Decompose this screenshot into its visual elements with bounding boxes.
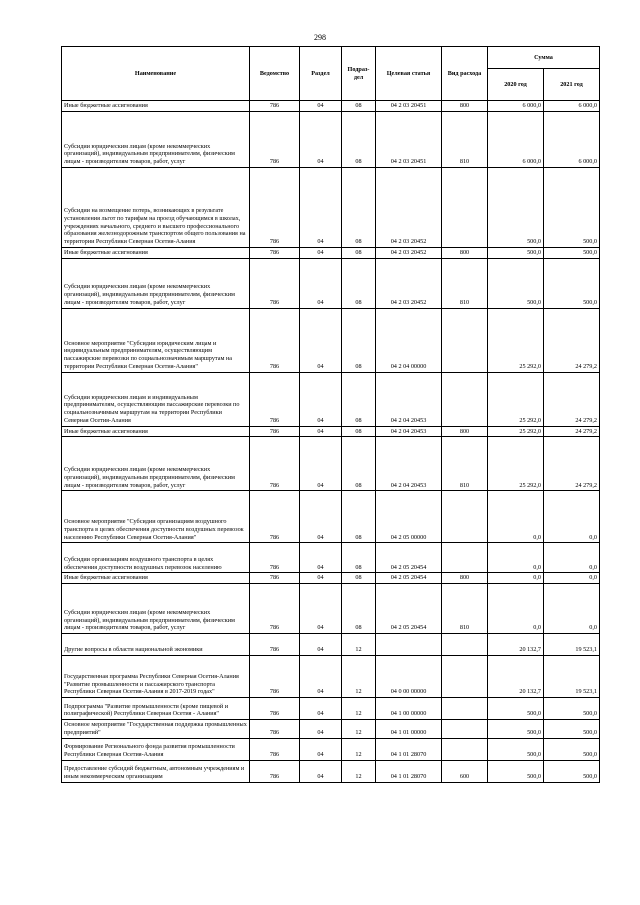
row-2021: 0,0 [544, 543, 600, 573]
row-subsection: 08 [342, 247, 376, 258]
row-2020: 20 132,7 [488, 634, 544, 656]
row-subsection: 12 [342, 656, 376, 698]
table-row [62, 738, 600, 760]
row-section: 04 [300, 573, 342, 584]
row-section: 04 [300, 167, 342, 247]
row-exptype [442, 167, 488, 247]
row-name: Субсидии юридическим лицам (кроме некоммерческих организаций), индивидуальным предпринимателям, физическим лицам - производителям товаров, работ, услуг [62, 584, 250, 634]
header-exptype: Вид расхода [442, 47, 488, 101]
row-section: 04 [300, 426, 342, 437]
row-2021: 24 279,2 [544, 437, 600, 491]
row-dept: 786 [250, 167, 300, 247]
row-name: Предоставление субсидий бюджетным, автономным учреждениям и иным некоммерческим организациям [62, 760, 250, 782]
row-name: Иные бюджетные ассигнования [62, 573, 250, 584]
row-dept: 786 [250, 760, 300, 782]
row-section: 04 [300, 698, 342, 720]
row-exptype [442, 698, 488, 720]
row-section: 04 [300, 372, 342, 426]
row-exptype: 810 [442, 111, 488, 167]
row-2020: 25 292,0 [488, 372, 544, 426]
row-subsection: 08 [342, 258, 376, 308]
row-2021: 500,0 [544, 738, 600, 760]
table-row [62, 372, 600, 426]
row-name: Субсидии организациям воздушного транспорта в целях обеспечения доступности воздушных перевозок населению [62, 543, 250, 573]
row-exptype: 600 [442, 760, 488, 782]
row-section: 04 [300, 258, 342, 308]
row-name: Другие вопросы в области национальной экономики [62, 634, 250, 656]
row-subsection: 08 [342, 101, 376, 112]
row-section: 04 [300, 101, 342, 112]
row-exptype [442, 308, 488, 372]
row-2021: 24 279,2 [544, 308, 600, 372]
row-2020: 500,0 [488, 247, 544, 258]
row-target: 04 2 04 20453 [376, 437, 442, 491]
row-2020: 0,0 [488, 584, 544, 634]
row-section: 04 [300, 738, 342, 760]
row-subsection: 08 [342, 372, 376, 426]
row-exptype [442, 491, 488, 543]
row-name: Субсидии юридическим лицам (кроме некоммерческих организаций), индивидуальным предпринимателям, физическим лицам - производителям товаров, работ, услуг [62, 111, 250, 167]
row-2021: 6 000,0 [544, 101, 600, 112]
row-target: 04 1 01 28070 [376, 738, 442, 760]
table-row [62, 101, 600, 112]
row-2021: 19 523,1 [544, 656, 600, 698]
row-target: 04 2 04 20453 [376, 426, 442, 437]
row-dept: 786 [250, 584, 300, 634]
row-section: 04 [300, 308, 342, 372]
row-2020: 0,0 [488, 573, 544, 584]
table-row [62, 760, 600, 782]
row-dept: 786 [250, 720, 300, 739]
row-subsection: 08 [342, 167, 376, 247]
row-subsection: 08 [342, 111, 376, 167]
row-exptype: 810 [442, 258, 488, 308]
row-subsection: 12 [342, 634, 376, 656]
row-2021: 500,0 [544, 720, 600, 739]
row-2020: 6 000,0 [488, 101, 544, 112]
row-dept: 786 [250, 698, 300, 720]
row-2020: 0,0 [488, 543, 544, 573]
row-target: 04 2 03 20451 [376, 111, 442, 167]
row-section: 04 [300, 111, 342, 167]
row-2020: 6 000,0 [488, 111, 544, 167]
row-name: Формирование Регионального фонда развития промышленности Республики Северная Осетия-Алания [62, 738, 250, 760]
row-target: 04 2 05 20454 [376, 584, 442, 634]
table-row [62, 573, 600, 584]
row-2021: 24 279,2 [544, 372, 600, 426]
row-2021: 500,0 [544, 167, 600, 247]
header-target: Целевая статья [376, 47, 442, 101]
row-exptype: 800 [442, 247, 488, 258]
row-target: 04 2 04 20453 [376, 372, 442, 426]
row-exptype [442, 634, 488, 656]
row-dept: 786 [250, 101, 300, 112]
row-exptype: 800 [442, 101, 488, 112]
table-row [62, 426, 600, 437]
row-name: Основное мероприятие "Субсидии организациям воздушного транспорта в целях обеспечения доступности воздушных перевозок населению Республики Северная Осетия-Алания" [62, 491, 250, 543]
row-subsection: 12 [342, 720, 376, 739]
header-subsection: Подраз-дел [342, 47, 376, 101]
row-section: 04 [300, 543, 342, 573]
row-exptype: 810 [442, 584, 488, 634]
row-section: 04 [300, 760, 342, 782]
row-dept: 786 [250, 543, 300, 573]
row-2020: 500,0 [488, 738, 544, 760]
row-dept: 786 [250, 247, 300, 258]
row-section: 04 [300, 584, 342, 634]
row-subsection: 08 [342, 491, 376, 543]
row-2020: 500,0 [488, 167, 544, 247]
row-name: Подпрограмма "Развитие промышленности (кроме пищевой и полиграфической) Республики Северная Осетия - Алания" [62, 698, 250, 720]
header-2021: 2021 год [544, 69, 600, 101]
row-exptype [442, 543, 488, 573]
row-exptype [442, 738, 488, 760]
row-subsection: 08 [342, 437, 376, 491]
row-name: Иные бюджетные ассигнования [62, 101, 250, 112]
row-target: 04 1 00 00000 [376, 698, 442, 720]
row-2020: 500,0 [488, 760, 544, 782]
row-2021: 500,0 [544, 760, 600, 782]
header-sum: Сумма [488, 47, 600, 69]
row-target: 04 2 04 00000 [376, 308, 442, 372]
row-2020: 500,0 [488, 258, 544, 308]
row-2021: 500,0 [544, 247, 600, 258]
row-target: 04 0 00 00000 [376, 656, 442, 698]
row-exptype: 810 [442, 437, 488, 491]
budget-table [61, 46, 600, 783]
row-dept: 786 [250, 738, 300, 760]
header-section: Раздел [300, 47, 342, 101]
row-section: 04 [300, 720, 342, 739]
row-dept: 786 [250, 111, 300, 167]
row-2021: 0,0 [544, 491, 600, 543]
row-2020: 25 292,0 [488, 437, 544, 491]
row-name: Основное мероприятие "Государственная поддержка промышленных предприятий" [62, 720, 250, 739]
table-row [62, 634, 600, 656]
row-name: Иные бюджетные ассигнования [62, 426, 250, 437]
row-2021: 500,0 [544, 258, 600, 308]
row-2021: 24 279,2 [544, 426, 600, 437]
row-target: 04 2 05 20454 [376, 543, 442, 573]
row-section: 04 [300, 247, 342, 258]
row-name: Иные бюджетные ассигнования [62, 247, 250, 258]
row-subsection: 08 [342, 543, 376, 573]
row-target: 04 2 03 20451 [376, 101, 442, 112]
row-dept: 786 [250, 573, 300, 584]
table-row [62, 437, 600, 491]
row-section: 04 [300, 634, 342, 656]
table-body [62, 101, 600, 783]
row-dept: 786 [250, 426, 300, 437]
row-target: 04 2 03 20452 [376, 258, 442, 308]
row-2020: 20 132,7 [488, 656, 544, 698]
row-2020: 0,0 [488, 491, 544, 543]
table-row [62, 698, 600, 720]
row-subsection: 08 [342, 308, 376, 372]
row-dept: 786 [250, 656, 300, 698]
row-dept: 786 [250, 491, 300, 543]
table-row [62, 543, 600, 573]
row-subsection: 08 [342, 573, 376, 584]
row-2020: 25 292,0 [488, 308, 544, 372]
row-2020: 500,0 [488, 720, 544, 739]
page-number: 298 [314, 33, 326, 42]
row-target [376, 634, 442, 656]
row-2021: 0,0 [544, 573, 600, 584]
row-exptype [442, 656, 488, 698]
row-dept: 786 [250, 634, 300, 656]
row-2020: 500,0 [488, 698, 544, 720]
table-row [62, 167, 600, 247]
row-subsection: 12 [342, 738, 376, 760]
row-section: 04 [300, 437, 342, 491]
table-row [62, 258, 600, 308]
row-dept: 786 [250, 437, 300, 491]
row-exptype: 800 [442, 573, 488, 584]
table-row [62, 308, 600, 372]
row-target: 04 1 01 00000 [376, 720, 442, 739]
row-exptype [442, 372, 488, 426]
table-row [62, 247, 600, 258]
table-row [62, 111, 600, 167]
row-target: 04 2 03 20452 [376, 247, 442, 258]
row-name: Субсидии юридическим лицам (кроме некоммерческих организаций), индивидуальным предпринимателям, физическим лицам - производителям товаров, работ, услуг [62, 437, 250, 491]
row-exptype: 800 [442, 426, 488, 437]
row-subsection: 12 [342, 698, 376, 720]
row-exptype [442, 720, 488, 739]
row-target: 04 1 01 28070 [376, 760, 442, 782]
row-name: Субсидии юридическим лицам и индивидуальным предпринимателям, осуществляющим пассажирские перевозки по социальнозначимым маршрутам на территории Республики Северная Осетия-Алания [62, 372, 250, 426]
row-dept: 786 [250, 308, 300, 372]
row-target: 04 2 05 00000 [376, 491, 442, 543]
row-name: Государственная программа Республики Северная Осетия-Алания "Развитие промышленности и пассажирского транспорта Республики Северная Осетия-Алания в 2017-2019 годах" [62, 656, 250, 698]
row-name: Субсидии на возмещение потерь, возникающих в результате установления льгот по тарифам на проезд обучающимся в школах, учреждениях начального, среднего и высшего профессионального образования железнодорожным транспортом общего пользования на территории Республики Северная Осетия-Алания [62, 167, 250, 247]
row-target: 04 2 05 20454 [376, 573, 442, 584]
row-subsection: 08 [342, 584, 376, 634]
row-section: 04 [300, 656, 342, 698]
row-2021: 0,0 [544, 584, 600, 634]
table-row [62, 720, 600, 739]
row-subsection: 12 [342, 760, 376, 782]
header-name: Наименование [62, 47, 250, 101]
header-dept: Ведомство [250, 47, 300, 101]
row-subsection: 08 [342, 426, 376, 437]
row-dept: 786 [250, 258, 300, 308]
row-2020: 25 292,0 [488, 426, 544, 437]
table-row [62, 584, 600, 634]
row-2021: 6 000,0 [544, 111, 600, 167]
row-section: 04 [300, 491, 342, 543]
row-2021: 19 523,1 [544, 634, 600, 656]
header-2020: 2020 год [488, 69, 544, 101]
row-2021: 500,0 [544, 698, 600, 720]
table-row [62, 656, 600, 698]
table-row [62, 491, 600, 543]
row-name: Основное мероприятие "Субсидии юридическим лицам и индивидуальным предпринимателям, осуществляющим пассажирские перевозки по социальнозначимым маршрутам на территории Республики Северная Осетия-Алания" [62, 308, 250, 372]
row-target: 04 2 03 20452 [376, 167, 442, 247]
row-name: Субсидии юридическим лицам (кроме некоммерческих организаций), индивидуальным предпринимателям, физическим лицам - производителям товаров, работ, услуг [62, 258, 250, 308]
row-dept: 786 [250, 372, 300, 426]
